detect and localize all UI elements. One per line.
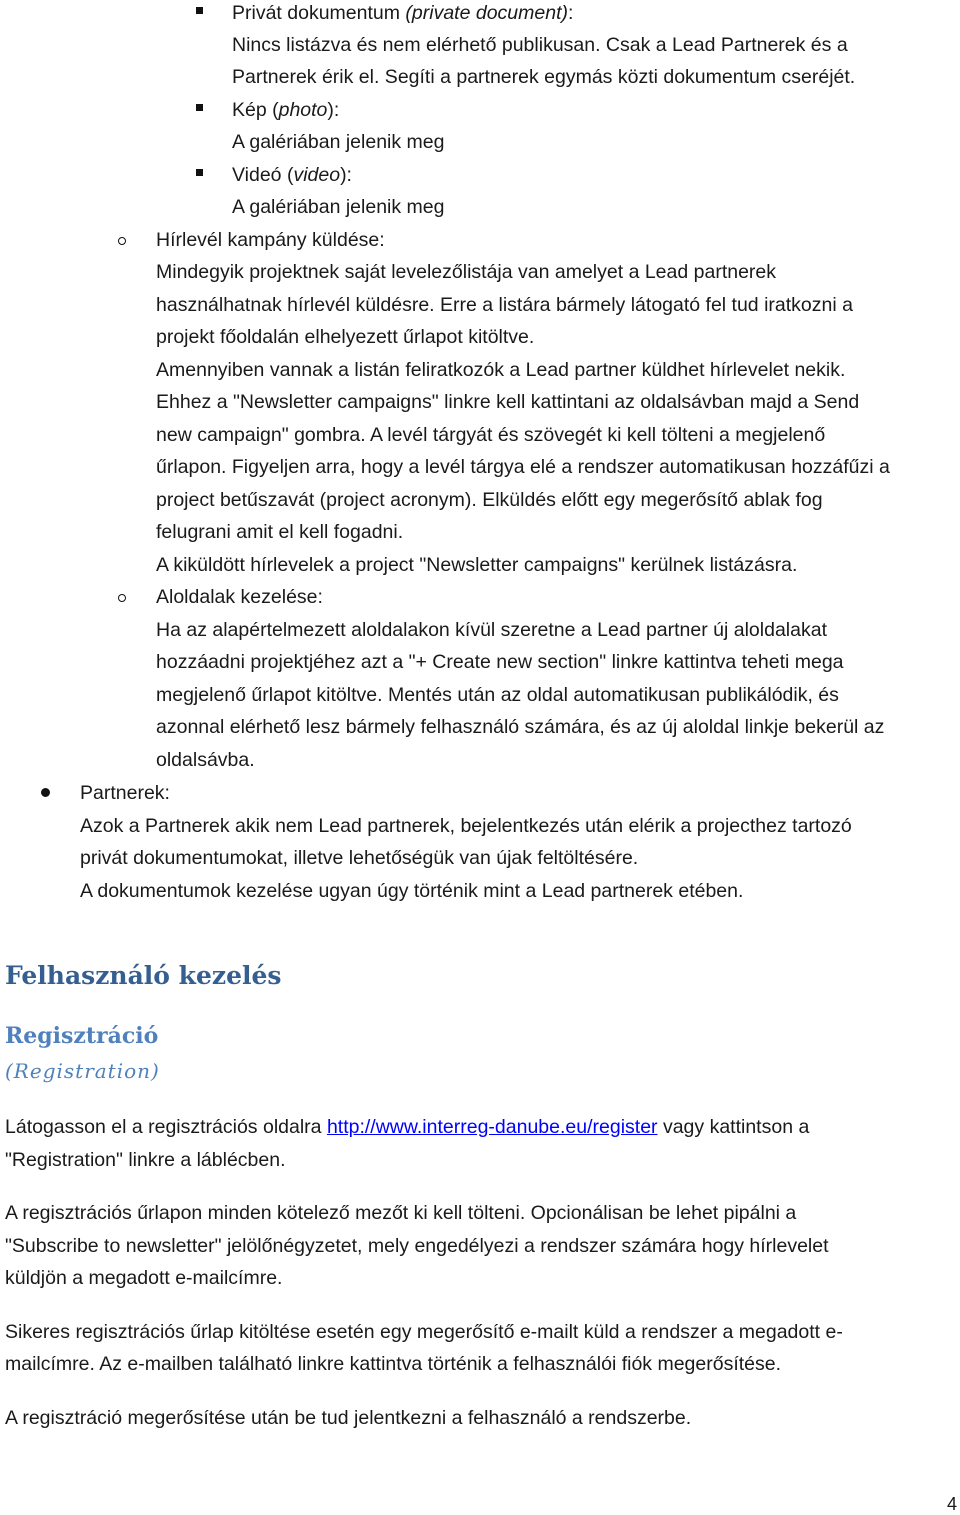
list-item-text: Ha az alapértelmezett aloldalakon kívül szeretne a Lead partner új aloldalakat (156, 619, 827, 641)
circle-bullet-icon (118, 237, 126, 245)
list-item-text: Azok a Partnerek akik nem Lead partnerek, bejelentkezés után elérik a projecthez tartozó (80, 815, 852, 837)
list-item-text: felugrani amit el kell fogadni. (156, 521, 404, 543)
square-bullet-icon (196, 104, 203, 111)
register-link[interactable]: http://www.interreg-danube.eu/register (326, 1116, 658, 1138)
list-item-text: Partnerek érik el. Segíti a partnerek egymás közti dokumentum cseréjét. (232, 66, 856, 88)
circle-bullet-icon (118, 594, 126, 602)
paragraph-register-line2: "Registration" linkre a láblécben. (5, 1149, 286, 1171)
list-item-label-private-document: Privát dokumentum (private document): (232, 2, 574, 24)
list-item-label-partners: Partnerek: (80, 782, 170, 804)
square-bullet-icon (196, 169, 203, 176)
list-item-text: megjelenő űrlapot kitöltve. Mentés után az oldal automatikusan publikálódik, és (156, 684, 839, 706)
disc-bullet-icon (41, 788, 50, 797)
list-item-label-newsletter: Hírlevél kampány küldése: (156, 229, 385, 251)
list-item-text: használhatnak hírlevél küldésre. Erre a listára bármely látogató fel tud iratkozni a (156, 294, 853, 316)
list-item-text: privát dokumentumokat, illetve lehetőségük van újak feltöltésére. (80, 847, 639, 869)
list-item-text: hozzáadni projektjéhez azt a "+ Create new section" linkre kattintva teheti mega (156, 651, 844, 673)
list-item-text: A galériában jelenik meg (232, 131, 445, 153)
list-item-text: projekt főoldalán elhelyezett űrlapot kitöltve. (156, 326, 535, 348)
list-item-text: A kiküldött hírlevelek a project "Newsletter campaigns" kerülnek listázásra. (156, 554, 798, 576)
paragraph-text: küldjön a megadott e-mailcímre. (5, 1267, 283, 1289)
paragraph-register-line1: Látogasson el a regisztrációs oldalra http://www.interreg-danube.eu/register vagy kattintson a (5, 1116, 810, 1138)
list-item-text: oldalsávba. (156, 749, 255, 771)
heading-user-management: Felhasználó kezelés (5, 961, 282, 990)
paragraph-text: mailcímre. Az e-mailben található linkre kattintva történik a felhasználói fiók megerősítése. (5, 1353, 782, 1375)
heading-registration: Regisztráció (5, 1023, 159, 1049)
list-item-text: Nincs listázva és nem elérhető publikusan. Csak a Lead Partnerek és a (232, 34, 848, 56)
list-item-label-subpages: Aloldalak kezelése: (156, 586, 323, 608)
list-item-label-video: Videó (video): (232, 164, 352, 186)
list-item-text: űrlapon. Figyeljen arra, hogy a levél tárgya elé a rendszer automatikusan hozzáfűzi a (156, 456, 890, 478)
paragraph-text: Sikeres regisztrációs űrlap kitöltése esetén egy megerősítő e-mailt küld a rendszer a megadott e- (5, 1321, 843, 1343)
paragraph-text: "Subscribe to newsletter" jelölőnégyzetet, mely engedélyezi a rendszer számára hogy hírlevelet (5, 1235, 829, 1257)
paragraph-text: A regisztráció megerősítése után be tud jelentkezni a felhasználó a rendszerbe. (5, 1407, 692, 1429)
paragraph-text: A regisztrációs űrlapon minden kötelező mezőt ki kell tölteni. Opcionálisan be lehet pipálni a (5, 1202, 797, 1224)
list-item-text: A galériában jelenik meg (232, 196, 445, 218)
square-bullet-icon (196, 7, 203, 14)
list-item-text: azonnal elérhető lesz bármely felhasználó számára, és az új aloldal linkje bekerül az (156, 716, 885, 738)
heading-registration-subtitle: (Registration) (5, 1059, 160, 1083)
list-item-text: A dokumentumok kezelése ugyan úgy történik mint a Lead partnerek etében. (80, 880, 744, 902)
list-item-text: Amennyiben vannak a listán feliratkozók a Lead partner küldhet hírlevelet nekik. (156, 359, 846, 381)
list-item-text: project betűszavát (project acronym). Elküldés előtt egy megerősítő ablak fog (156, 489, 823, 511)
list-item-text: Mindegyik projektnek saját levelezőlistája van amelyet a Lead partnerek (156, 261, 777, 283)
list-item-label-photo: Kép (photo): (232, 99, 340, 121)
list-item-text: new campaign" gombra. A levél tárgyát és szövegét ki kell tölteni a megjelenő (156, 424, 826, 446)
page-number: 4 (947, 1494, 958, 1514)
list-item-text: Ehhez a "Newsletter campaigns" linkre kell kattintani az oldalsávban majd a Send (156, 391, 860, 413)
